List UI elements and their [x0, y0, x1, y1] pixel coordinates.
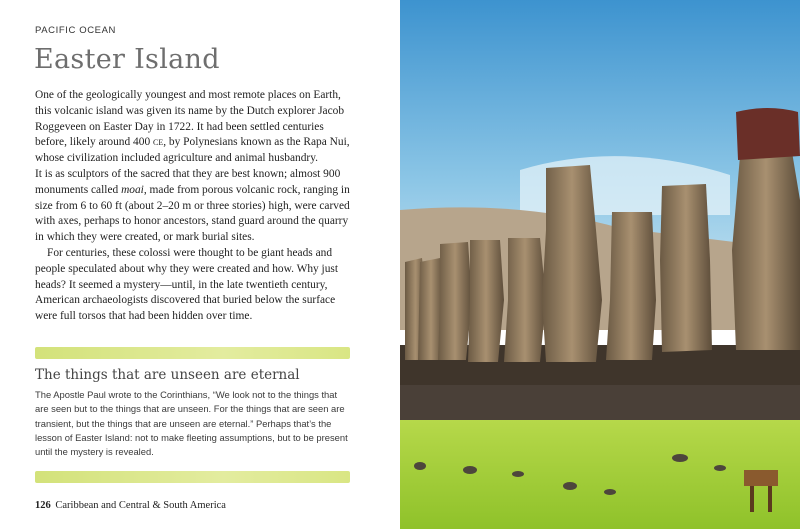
grass [400, 420, 800, 529]
era-abbreviation: ce [153, 136, 164, 149]
paragraph-2-start: It is as sculptors of the sacred that they are best known; almost 900 monuments called [35, 167, 341, 196]
moai-photo [400, 0, 800, 529]
paragraph-1-text: One of the geologically youngest and most remote places on Earth, this volcanic island was given its name by the Dutch explorer Jacob Roggeveen on Easter Day in 1722. It had been settled centuries before, likely around 400 [35, 89, 345, 149]
moai-term: moai [121, 183, 144, 196]
paragraph-3: For centuries, these colossi were thought to be giant heads and people speculated about why they were created and how. Why just heads? It seemed a mystery—until, in the late twentieth century, American archaeologists discovered that buried below the surface were full torsos that had been hidden over time. [35, 246, 339, 323]
pukao-topknot [736, 108, 800, 160]
page-title: Easter Island [34, 44, 220, 75]
moai-statue [732, 152, 800, 350]
region-label: PACIFIC OCEAN [35, 25, 116, 36]
moai-statue [504, 238, 546, 362]
sidebar-text: The Apostle Paul wrote to the Corinthians, “We look not to the things that are seen but to the things that are unseen. For the things that are seen are transient, but the things that are unseen are eternal.” Perhaps that’s the lesson of Easter Island: not to make fleeting assumptions, but to be present until the mystery is revealed. [35, 389, 348, 458]
article-body [35, 88, 355, 325]
section-name: Caribbean and Central & South America [55, 500, 226, 511]
sidebar-heading: The things that are unseen are eternal [35, 367, 300, 383]
moai-statue [438, 242, 472, 360]
page-number: 126 [35, 500, 51, 511]
moai-statue [606, 212, 656, 360]
paragraph-1 [35, 88, 355, 167]
paragraph-2 [35, 167, 355, 246]
moai-statue [660, 184, 712, 352]
moai-statue [468, 240, 504, 362]
paragraph-1-end: , by Polynesians known as the Rapa Nui, whose civilization included agriculture and animal husbandry. [35, 136, 350, 165]
ahu-platform [400, 385, 800, 420]
paragraph-2-end: , made from porous volcanic rock, ranging in size from 6 to 60 ft (about 2–20 m or three stories) high, were carved with axes, perhaps to honor ancestors, stand guard around the quarry in which they were created, or mark burial sites. [35, 183, 350, 244]
sidebar-top-band [35, 347, 350, 359]
sidebar-bottom-band [35, 471, 350, 483]
page-footer [35, 500, 226, 511]
